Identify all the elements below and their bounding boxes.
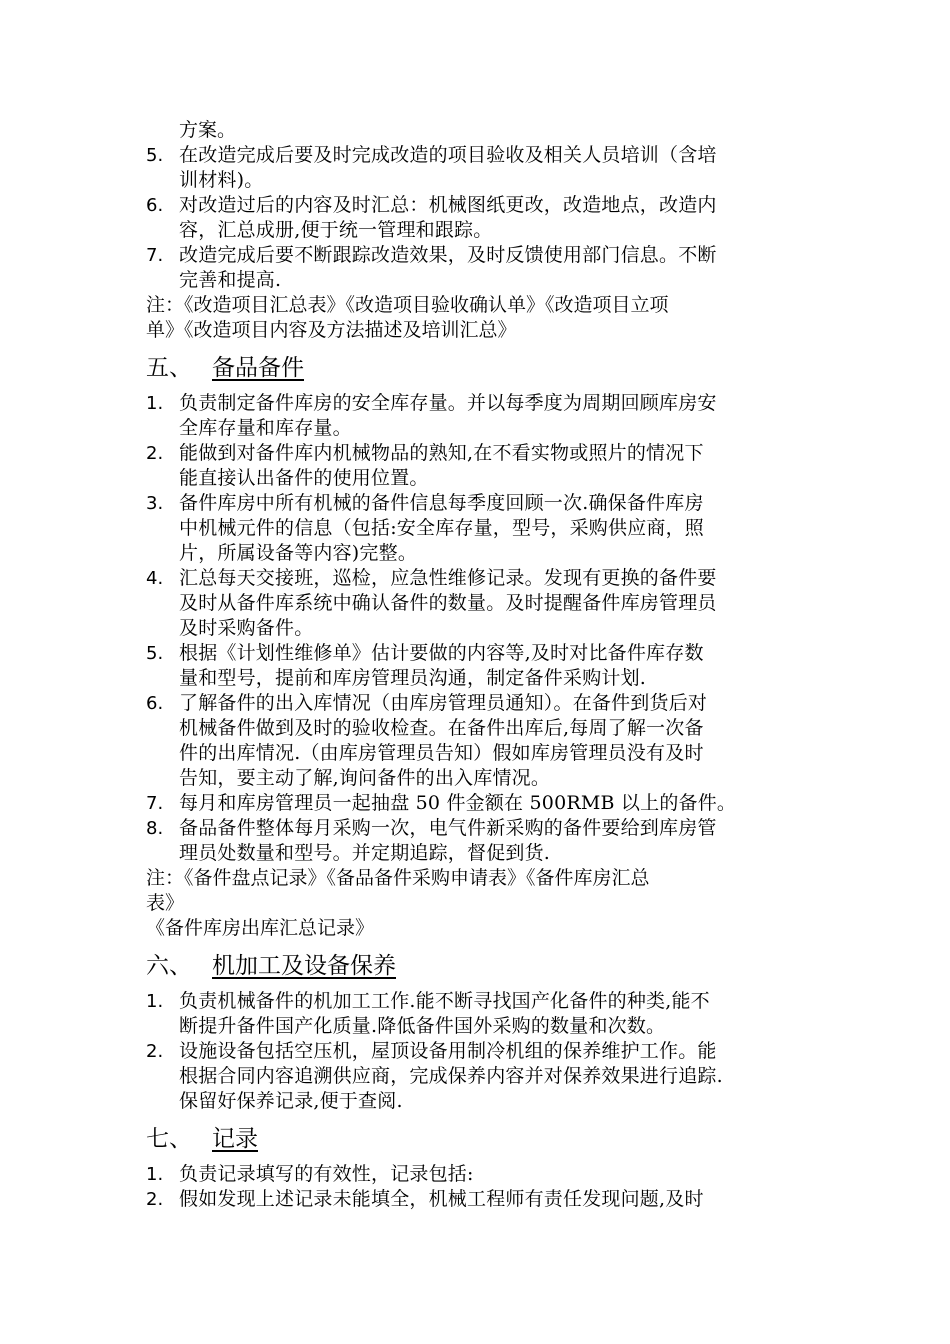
section-note	[146, 866, 810, 941]
item-text-line: 及时采购备件。	[179, 617, 314, 639]
item-text-line: 全库存量和库存量。	[179, 417, 352, 439]
item-text-line: 能直接认出备件的使用位置。	[179, 467, 429, 489]
item-text-line: 训材料)。	[179, 169, 264, 191]
section-title: 记录	[212, 1126, 258, 1152]
item-number: 1.	[146, 991, 164, 1012]
list-item	[146, 1187, 810, 1212]
item-number: 7.	[146, 245, 164, 266]
item-text-line: 根据合同内容追溯供应商，完成保养内容并对保养效果进行追踪.	[179, 1065, 723, 1087]
item-text-line: 负责机械备件的机加工工作.能不断寻找国产化备件的种类,能不	[179, 990, 710, 1012]
section-number: 七、	[146, 1126, 192, 1152]
item-number: 7.	[146, 793, 164, 814]
item-text-line: 负责制定备件库房的安全库存量。并以每季度为周期回顾库房安	[179, 392, 717, 414]
list-item	[146, 816, 810, 866]
section-number: 五、	[146, 355, 192, 381]
item-text-line: 理员处数量和型号。并定期追踪，督促到货.	[179, 842, 551, 864]
list-item	[146, 1162, 810, 1187]
list-item	[146, 566, 810, 641]
list-item	[146, 441, 810, 491]
item-text-line: 保留好保养记录,便于查阅.	[179, 1090, 403, 1112]
item-text-line: 假如发现上述记录未能填全，机械工程师有责任发现问题,及时	[179, 1188, 704, 1210]
item-number: 6.	[146, 195, 164, 216]
item-text-line: 完善和提高.	[179, 269, 282, 291]
item-text-line: 件的出库情况.（由库房管理员告知）假如库房管理员没有及时	[179, 742, 704, 764]
item-number: 1.	[146, 1164, 164, 1185]
item-number: 3.	[146, 493, 164, 514]
item-text-line: 设施设备包括空压机，屋顶设备用制冷机组的保养维护工作。能	[179, 1040, 717, 1062]
note-line: 注：《改造项目汇总表》《改造项目验收确认单》《改造项目立项	[146, 294, 669, 316]
item-number: 5.	[146, 145, 164, 166]
list-item	[146, 791, 810, 816]
item-number: 4.	[146, 568, 164, 589]
item-number: 5.	[146, 643, 164, 664]
item-number: 6.	[146, 693, 164, 714]
item-text-line: 机械备件做到及时的验收检查。在备件出库后,每周了解一次备	[179, 717, 704, 739]
section-heading	[146, 353, 810, 383]
list-item	[146, 491, 810, 566]
list-item	[146, 143, 810, 193]
list-item	[146, 989, 810, 1039]
item-number: 2.	[146, 443, 164, 464]
list-item	[146, 391, 810, 441]
list-item	[146, 193, 810, 243]
note-line: 注：《备件盘点记录》《备品备件采购申请表》《备件库房汇总	[146, 867, 650, 889]
section-heading	[146, 1124, 810, 1154]
list-item	[146, 1039, 810, 1114]
item-text-line: 告知，要主动了解,询问备件的出入库情况。	[179, 767, 551, 789]
item-text-line: 汇总每天交接班，巡检，应急性维修记录。发现有更换的备件要	[179, 567, 717, 589]
item-number: 8.	[146, 818, 164, 839]
note-line: 表》	[146, 892, 185, 914]
item-text-line: 断提升备件国产化质量.降低备件国外采购的数量和次数。	[179, 1015, 666, 1037]
item-text-line: 容，汇总成册,便于统一管理和跟踪。	[179, 219, 493, 241]
item-text-line: 中机械元件的信息（包括:安全库存量，型号，采购供应商，照	[179, 517, 705, 539]
list-item	[146, 641, 810, 691]
list-item	[146, 243, 810, 293]
item-text-line: 在改造完成后要及时完成改造的项目验收及相关人员培训（含培	[179, 144, 717, 166]
document-content	[146, 118, 810, 1212]
item-text-line: 能做到对备件库内机械物品的熟知,在不看实物或照片的情况下	[179, 442, 704, 464]
item-text-line: 根据《计划性维修单》估计要做的内容等,及时对比备件库存数	[179, 642, 704, 664]
item-text-line: 改造完成后要不断跟踪改造效果，及时反馈使用部门信息。不断	[179, 244, 717, 266]
item-number: 1.	[146, 393, 164, 414]
item-text-line: 对改造过后的内容及时汇总：机械图纸更改，改造地点，改造内	[179, 194, 717, 216]
section-title: 备品备件	[212, 355, 304, 381]
note-line: 《备件库房出库汇总记录》	[146, 917, 375, 939]
section-heading	[146, 951, 810, 981]
section-note	[146, 293, 810, 343]
item-text-line: 了解备件的出入库情况（由库房管理员通知）。在备件到货后对	[179, 692, 708, 714]
note-line: 单》《改造项目内容及方法描述及培训汇总》	[146, 319, 517, 341]
item-text-line: 每月和库房管理员一起抽盘 50 件金额在 500RMB 以上的备件。	[179, 792, 737, 814]
item-text-line: 备品备件整体每月采购一次，电气件新采购的备件要给到库房管	[179, 817, 717, 839]
item-text-line: 负责记录填写的有效性，记录包括:	[179, 1163, 474, 1185]
item-number: 2.	[146, 1189, 164, 1210]
section-number: 六、	[146, 953, 192, 979]
item-text-line: 量和型号，提前和库房管理员沟通，制定备件采购计划.	[179, 667, 647, 689]
list-item	[146, 691, 810, 791]
item-text-line: 备件库房中所有机械的备件信息每季度回顾一次.确保备件库房	[179, 492, 704, 514]
continued-line: 方案。	[179, 119, 237, 141]
item-text-line: 及时从备件库系统中确认备件的数量。及时提醒备件库房管理员	[179, 592, 717, 614]
item-text-line: 片，所属设备等内容)完整。	[179, 542, 418, 564]
item-number: 2.	[146, 1041, 164, 1062]
section-title: 机加工及设备保养	[212, 953, 396, 979]
